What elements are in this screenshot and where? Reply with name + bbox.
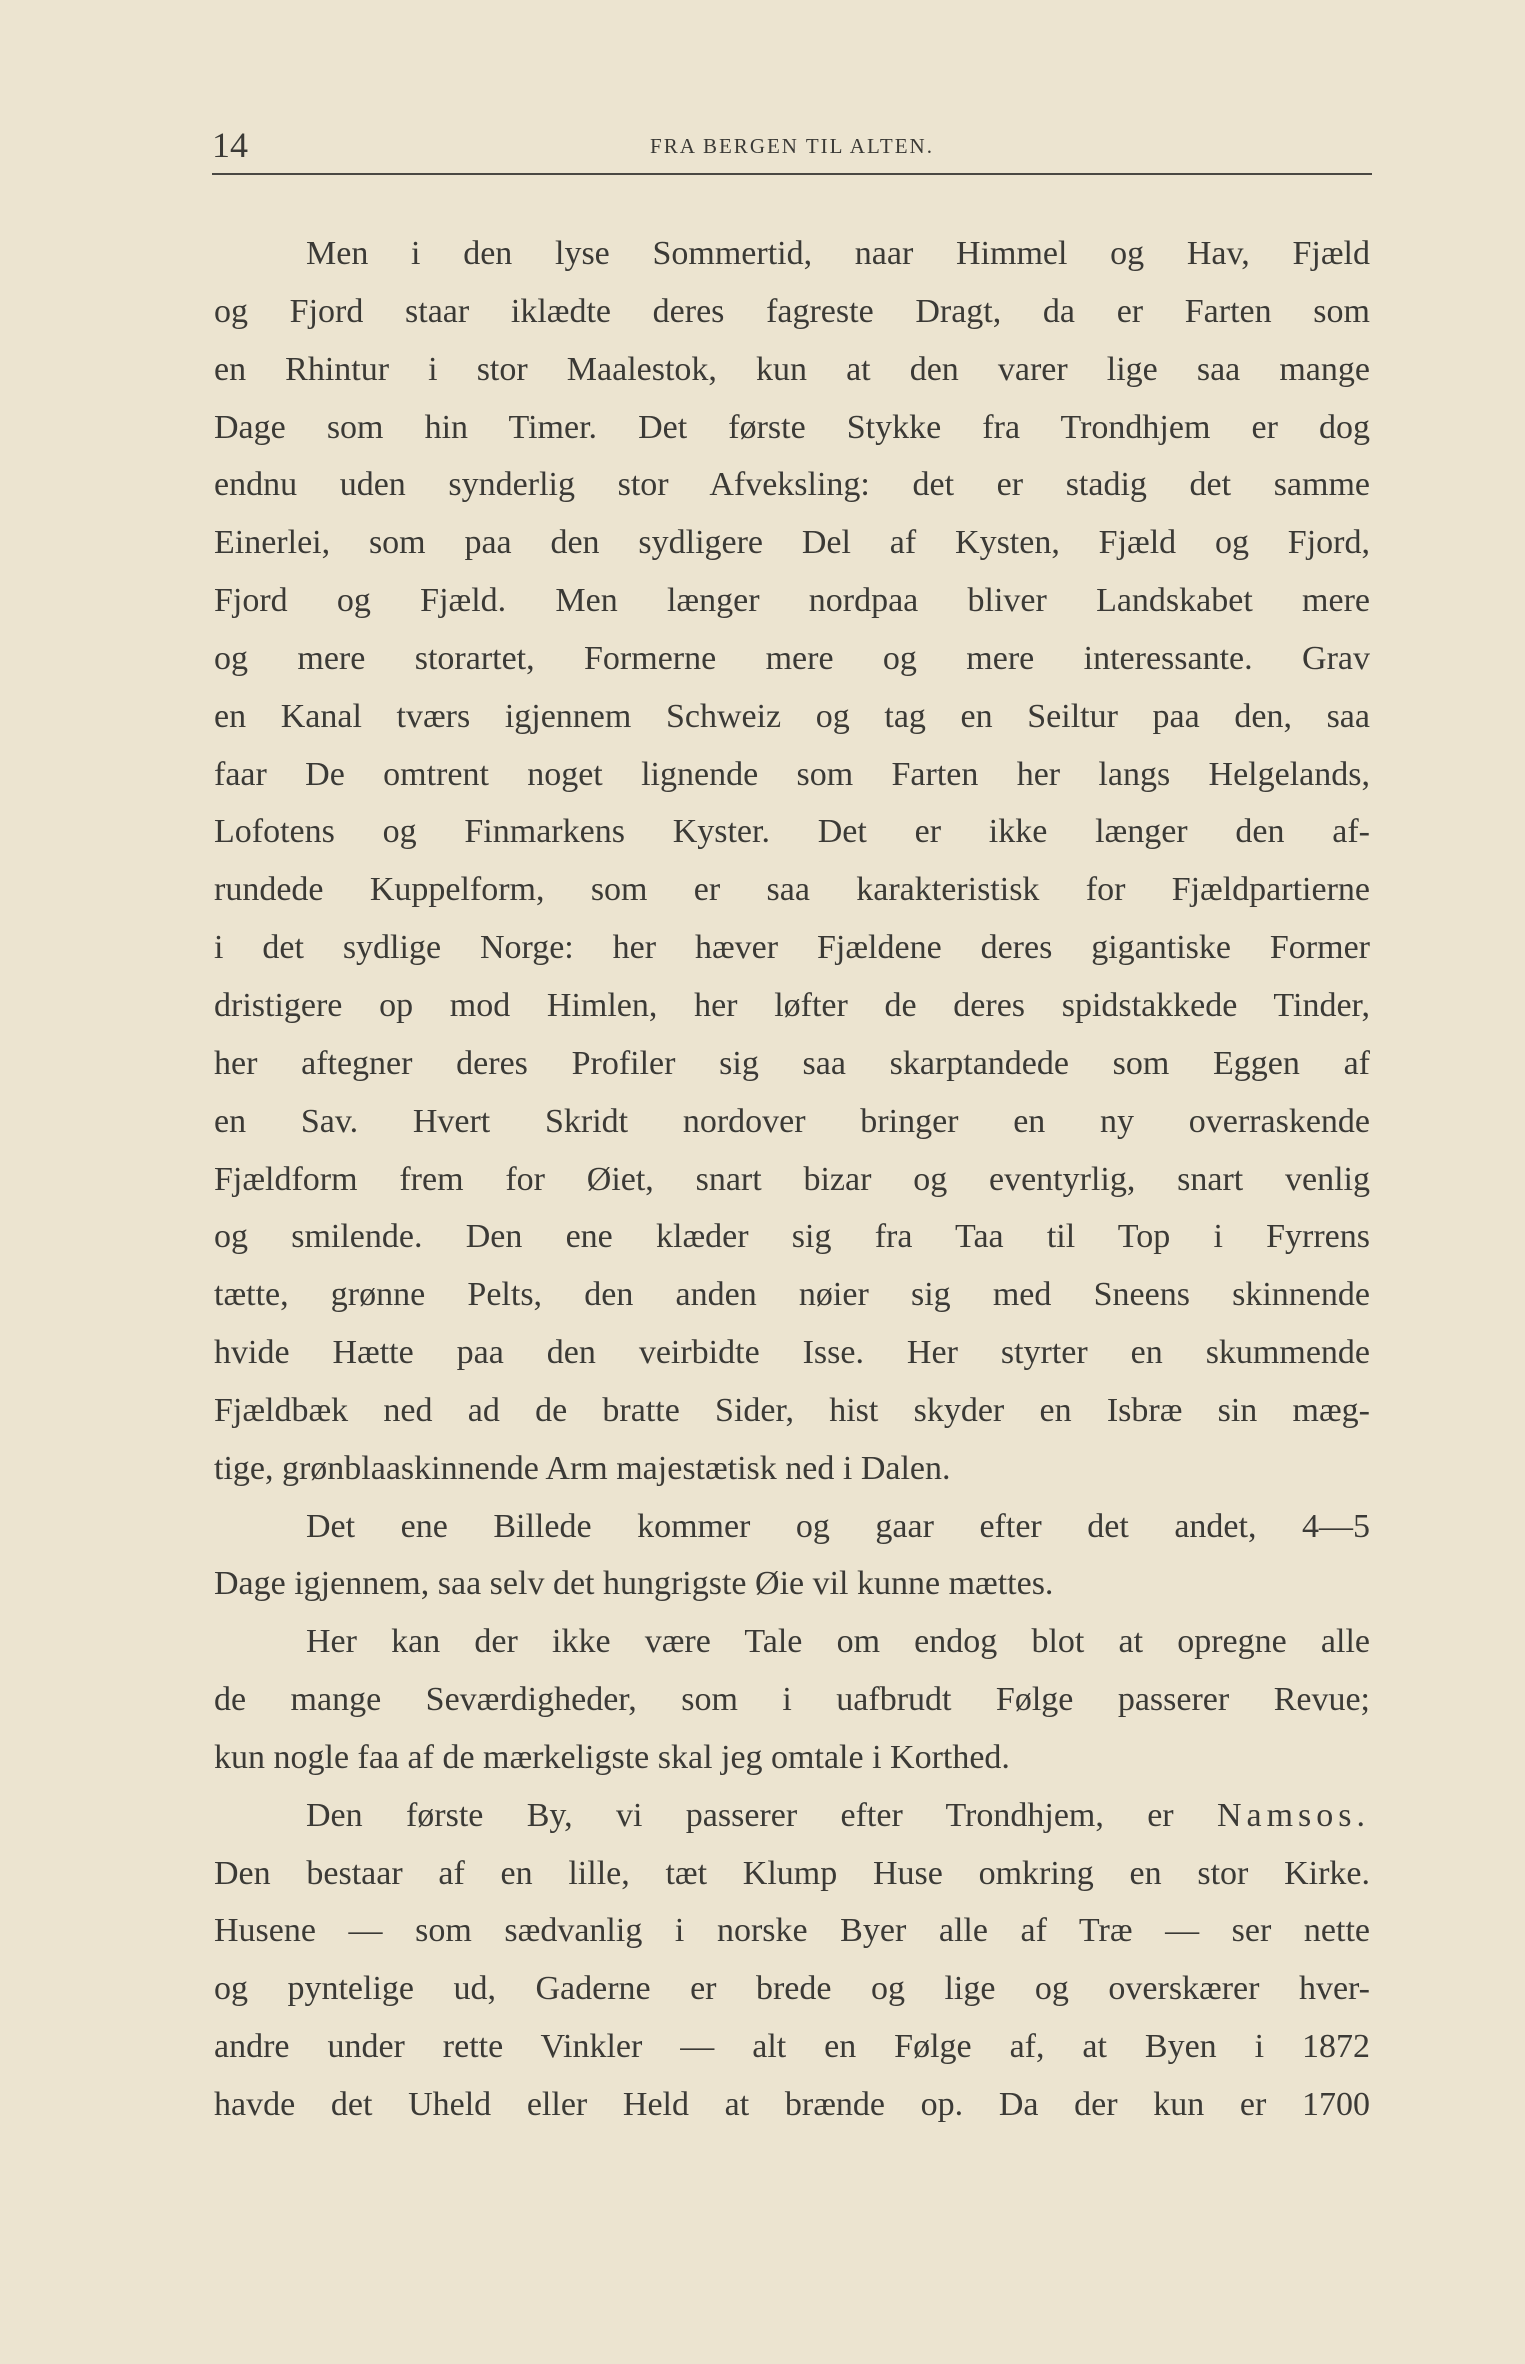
text-line: endnu uden synderlig stor Afveksling: det er stadig det samme <box>214 466 1370 504</box>
text-line: havde det Uheld eller Held at brænde op. Da der kun er 1700 <box>214 2086 1370 2123</box>
text-line: faar De omtrent noget lignende som Farten her langs Helgelands, <box>214 755 1370 793</box>
text-line: og pyntelige ud, Gaderne er brede og lige og overskærer hver- <box>214 1970 1370 2008</box>
page-number: 14 <box>212 125 248 165</box>
text-line: dristigere op mod Himlen, her løfter de deres spidstakkede Tinder, <box>214 986 1370 1024</box>
text-line-start: Den første By, vi passerer efter Trondhjem, er <box>306 1796 1174 1834</box>
page-header <box>212 122 1372 174</box>
text-line: Her kan der ikke være Tale om endog blot at opregne alle <box>306 1623 1370 1661</box>
text-line: i det sydlige Norge: her hæver Fjældene deres gigantiske Former <box>214 929 1370 967</box>
header-rule <box>212 173 1372 175</box>
text-line: Fjord og Fjæld. Men længer nordpaa bliver Landskabet mere <box>214 582 1370 620</box>
text-line: en Sav. Hvert Skridt nordover bringer en ny overraskende <box>214 1102 1370 1140</box>
place-name: Namsos. <box>1216 1796 1370 1834</box>
text-line: en Rhintur i stor Maalestok, kun at den varer lige saa mange <box>214 350 1370 388</box>
text-line: Lofotens og Finmarkens Kyster. Det er ikke længer den af- <box>214 813 1370 851</box>
text-line: Dage igjennem, saa selv det hungrigste Øie vil kunne mættes. <box>214 1565 1054 1603</box>
text-line: tætte, grønne Pelts, den anden nøier sig med Sneens skinnende <box>214 1276 1370 1314</box>
text-line: hvide Hætte paa den veirbidte Isse. Her styrter en skummende <box>214 1334 1370 1372</box>
text-line: de mange Seværdigheder, som i uafbrudt Følge passerer Revue; <box>214 1681 1370 1719</box>
text-line: og mere storartet, Formerne mere og mere interessante. Grav <box>214 639 1370 677</box>
text-line: Husene — som sædvanlig i norske Byer alle af Træ — ser nette <box>214 1912 1370 1950</box>
text-line: andre under rette Vinkler — alt en Følge af, at Byen i 1872 <box>214 2028 1370 2066</box>
text-line: Fjældform frem for Øiet, snart bizar og eventyrlig, snart venlig <box>214 1160 1370 1198</box>
text-line: her aftegner deres Profiler sig saa skarptandede som Eggen af <box>214 1044 1370 1082</box>
text-line: Einerlei, som paa den sydligere Del af Kysten, Fjæld og Fjord, <box>214 524 1370 562</box>
text-line: og smilende. Den ene klæder sig fra Taa til Top i Fyrrens <box>214 1218 1370 1256</box>
text-line: Men i den lyse Sommertid, naar Himmel og Hav, Fjæld <box>306 235 1370 272</box>
text-line: Det ene Billede kommer og gaar efter det andet, 4—5 <box>306 1507 1370 1545</box>
text-line: kun nogle faa af de mærkeligste skal jeg omtale i Korthed. <box>214 1738 1010 1776</box>
body-text <box>214 225 1370 2134</box>
text-line <box>214 1787 1370 1845</box>
running-title: FRA BERGEN TIL ALTEN. <box>650 134 934 158</box>
text-line: en Kanal tværs igjennem Schweiz og tag en Seiltur paa den, saa <box>214 697 1370 735</box>
text-line: Dage som hin Timer. Det første Stykke fra Trondhjem er dog <box>214 408 1370 446</box>
text-line: Fjældbæk ned ad de bratte Sider, hist skyder en Isbræ sin mæg- <box>214 1391 1370 1429</box>
text-line: Den bestaar af en lille, tæt Klump Huse omkring en stor Kirke. <box>214 1854 1370 1892</box>
text-line: og Fjord staar iklædte deres fagreste Dragt, da er Farten som <box>214 292 1370 330</box>
text-line: tige, grønblaaskinnende Arm majestætisk ned i Dalen. <box>214 1449 951 1487</box>
text-line: rundede Kuppelform, som er saa karakteristisk for Fjældpartierne <box>214 871 1370 909</box>
